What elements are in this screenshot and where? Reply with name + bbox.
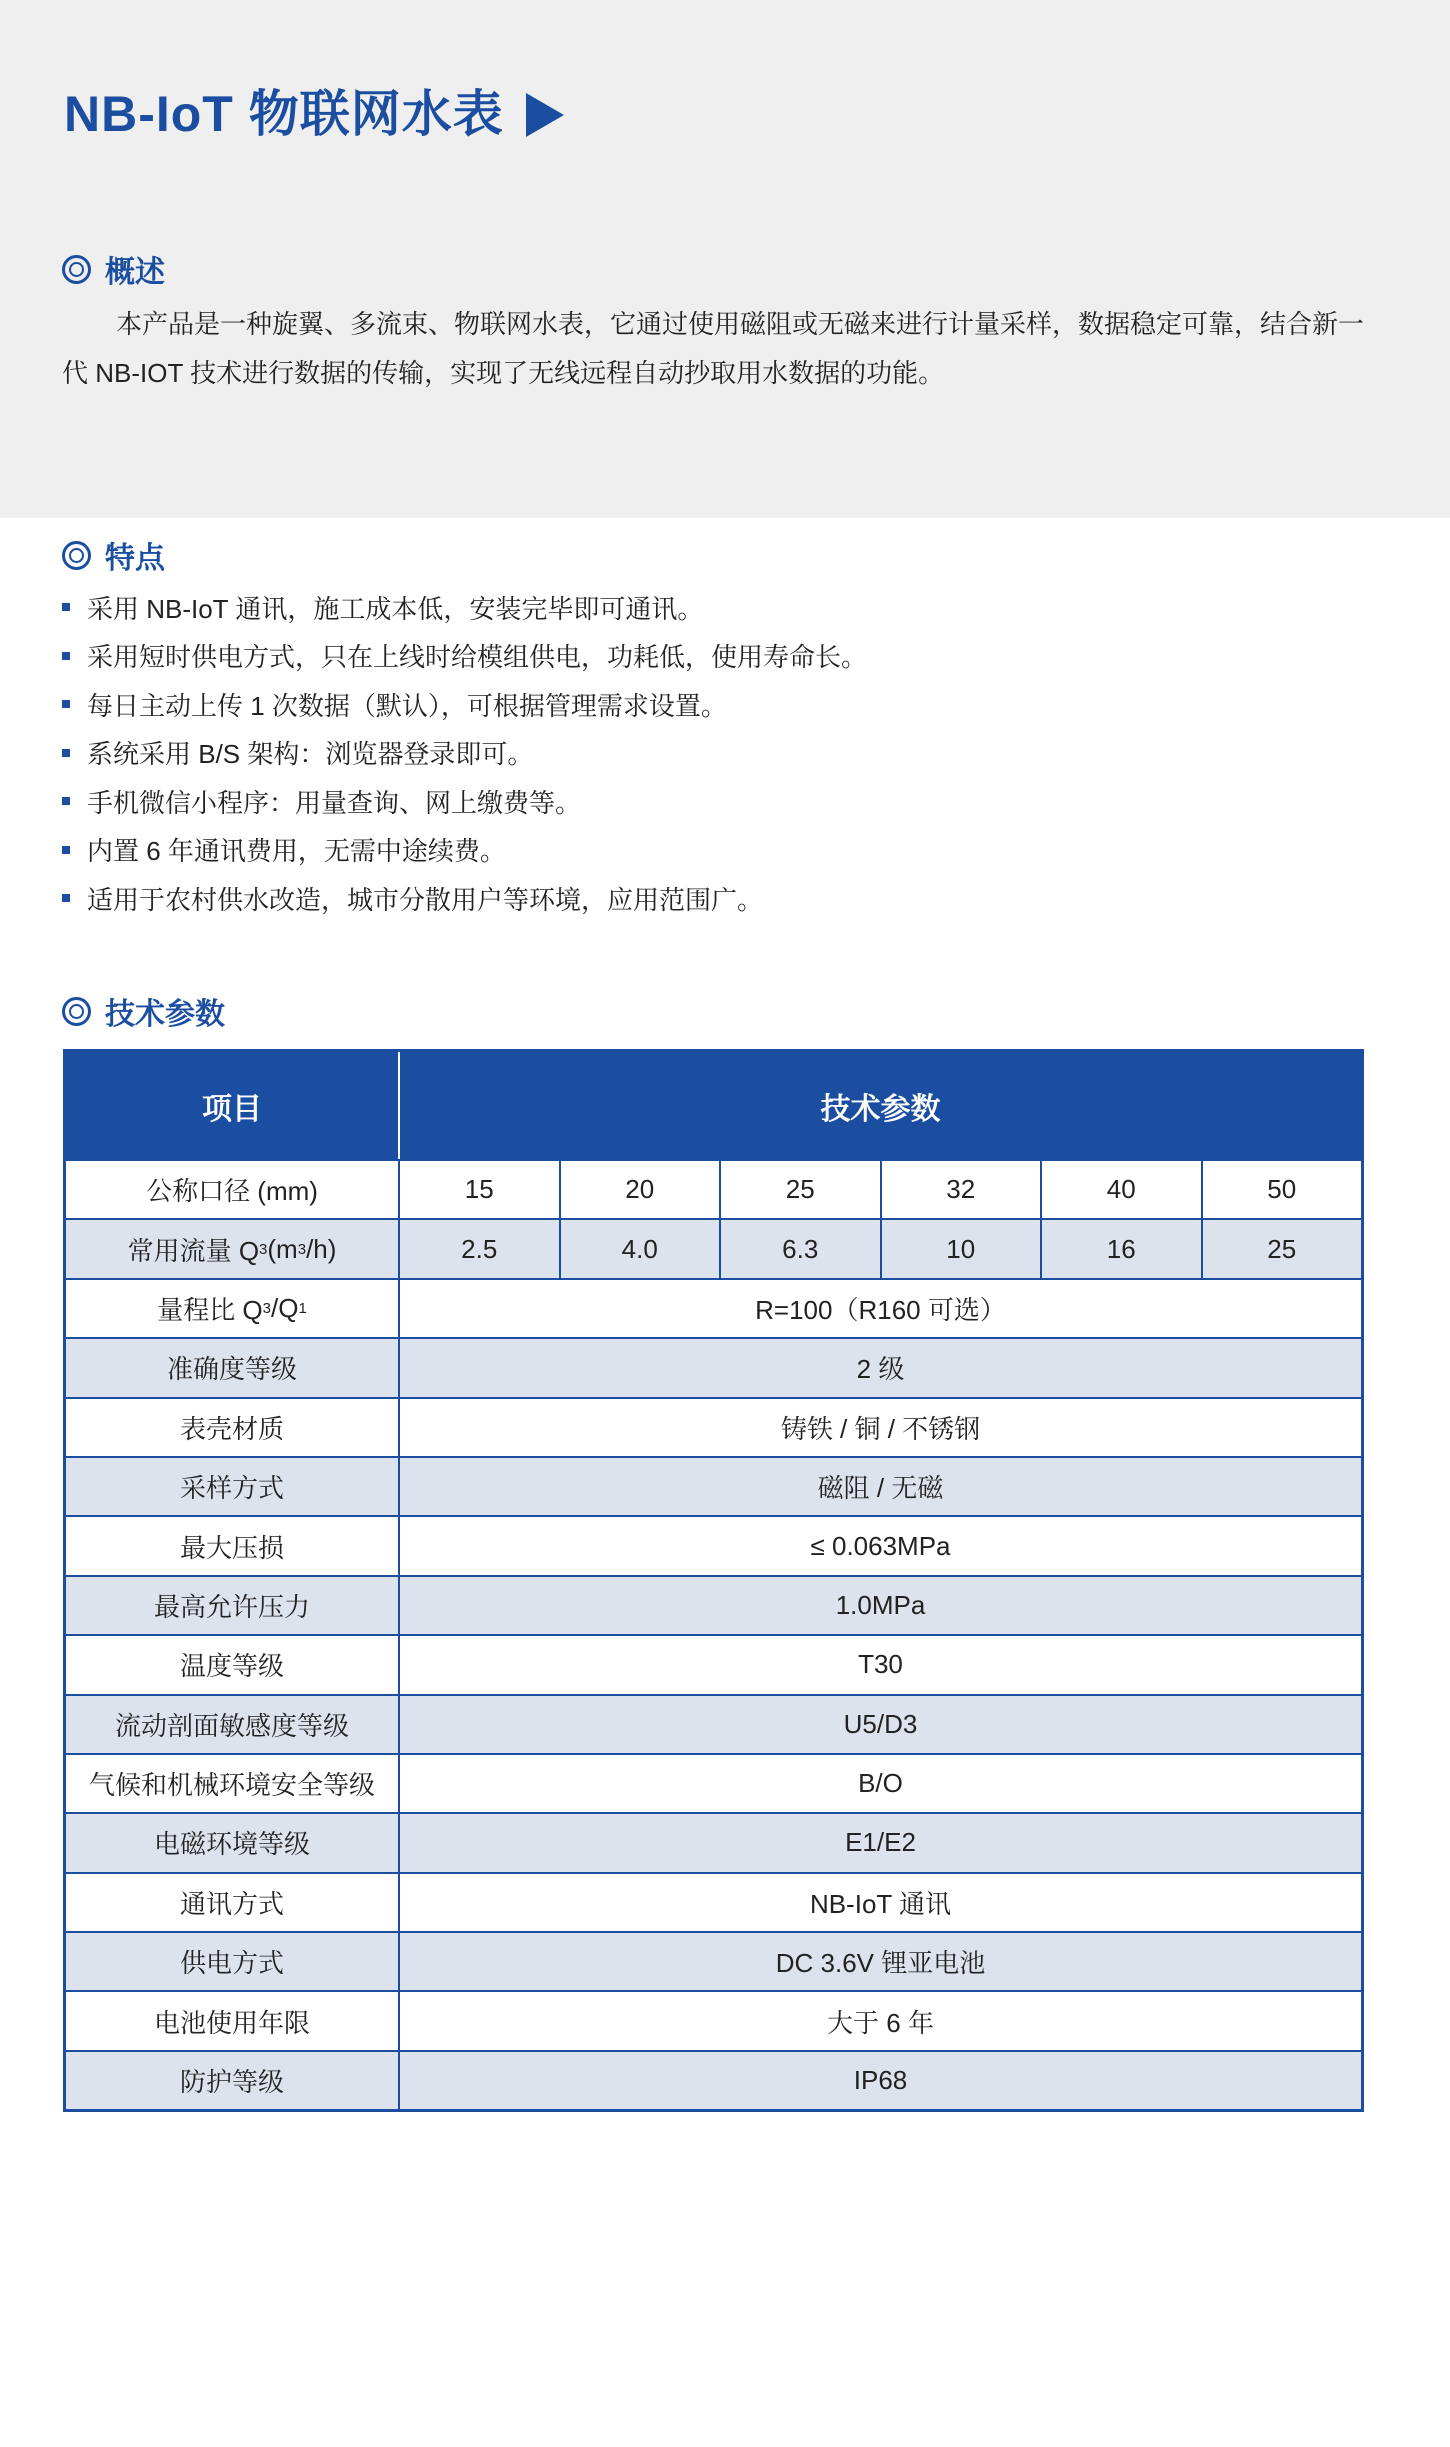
label-text: 常用流量 Q <box>127 1235 260 1266</box>
table-cell: 4.0 <box>561 1220 722 1277</box>
list-item <box>62 729 867 778</box>
table-row <box>66 2050 1361 2109</box>
row-label: 最高允许压力 <box>66 1577 400 1634</box>
feature-list <box>62 583 867 923</box>
table-row <box>66 1159 1361 1218</box>
row-label: 通讯方式 <box>66 1874 400 1931</box>
table-cell: 10 <box>882 1220 1043 1277</box>
row-label: 表壳材质 <box>66 1399 400 1456</box>
overview-heading-text: 概述 <box>105 256 165 289</box>
table-row <box>66 1931 1361 1990</box>
overview-paragraph: 本产品是一种旋翼、多流束、物联网水表，它通过使用磁阻或无磁来进行计量采样，数据稳定可靠，结合新一代 NB-IOT 技术进行数据的传输，实现了无线远程自动抄取用水数据的功能。 <box>62 309 1365 388</box>
row-value: 2 级 <box>856 1354 905 1385</box>
row-value: DC 3.6V 锂亚电池 <box>775 1948 986 1979</box>
square-bullet-icon <box>62 846 70 854</box>
row-label: 防护等级 <box>66 2052 400 2109</box>
table-cell: 50 <box>1267 1174 1297 1205</box>
page-title-text: NB-IoT 物联网水表 <box>64 86 504 142</box>
square-bullet-icon <box>62 749 70 757</box>
row-value: NB-IoT 通讯 <box>809 1888 952 1919</box>
table-cell: 32 <box>882 1161 1043 1218</box>
label-text: (m <box>267 1233 298 1264</box>
spec-table <box>63 1049 1364 2112</box>
table-row <box>66 1753 1361 1812</box>
double-circle-icon <box>62 255 91 284</box>
row-value: 铸铁 / 铜 / 不锈钢 <box>780 1413 981 1444</box>
row-value: T30 <box>858 1649 903 1680</box>
double-circle-icon <box>62 997 91 1026</box>
table-cell: 20 <box>561 1161 722 1218</box>
double-circle-icon <box>62 541 91 570</box>
list-item <box>62 680 867 729</box>
table-row <box>66 1278 1361 1337</box>
table-row <box>66 1575 1361 1634</box>
row-value: IP68 <box>853 2065 908 2096</box>
table-row <box>66 1812 1361 1871</box>
row-label: 流动剖面敏感度等级 <box>66 1696 400 1753</box>
table-cell: 2.5 <box>400 1220 561 1277</box>
row-value: U5/D3 <box>843 1708 918 1739</box>
table-cell: 15 <box>400 1161 561 1218</box>
square-bullet-icon <box>62 652 70 660</box>
features-heading <box>62 533 165 577</box>
row-label: 采样方式 <box>66 1458 400 1515</box>
row-value: 1.0MPa <box>835 1589 926 1620</box>
feature-text: 采用短时供电方式，只在上线时给模组供电，功耗低，使用寿命长。 <box>87 642 868 673</box>
table-row <box>66 1990 1361 2049</box>
row-label: 供电方式 <box>66 1933 400 1990</box>
row-label: 最大压损 <box>66 1517 400 1574</box>
table-header-row <box>66 1052 1361 1159</box>
features-heading-text: 特点 <box>105 542 165 575</box>
feature-text: 适用于农村供水改造，城市分散用户等环境，应用范围广。 <box>87 884 764 915</box>
subscript: 1 <box>298 1299 307 1317</box>
specs-heading <box>62 989 225 1033</box>
row-value: 大于 6 年 <box>827 2007 934 2038</box>
row-value: ≤ 0.063MPa <box>810 1530 951 1561</box>
row-value: R=100（R160 可选） <box>755 1294 1006 1325</box>
row-label <box>66 1220 400 1277</box>
row-value: B/O <box>858 1768 903 1799</box>
square-bullet-icon <box>62 700 70 708</box>
feature-text: 手机微信小程序：用量查询、网上缴费等。 <box>87 787 582 818</box>
subscript: 3 <box>259 1240 268 1258</box>
list-item <box>62 777 867 826</box>
label-text: /Q <box>271 1292 299 1323</box>
list-item <box>62 874 867 923</box>
table-cell: 16 <box>1042 1220 1203 1277</box>
row-label: 电池使用年限 <box>66 1992 400 2049</box>
row-label <box>66 1280 400 1337</box>
table-cell: 25 <box>1267 1233 1297 1264</box>
square-bullet-icon <box>62 603 70 611</box>
table-row <box>66 1456 1361 1515</box>
specs-heading-text: 技术参数 <box>105 998 225 1031</box>
row-label: 公称口径 (mm) <box>66 1161 400 1218</box>
superscript: 3 <box>297 1240 307 1258</box>
row-label: 电磁环境等级 <box>66 1814 400 1871</box>
table-cell: 40 <box>1042 1161 1203 1218</box>
overview-heading <box>62 247 165 291</box>
square-bullet-icon <box>62 797 70 805</box>
square-bullet-icon <box>62 894 70 902</box>
list-item <box>62 826 867 875</box>
list-item <box>62 632 867 681</box>
list-item <box>62 583 867 632</box>
row-value: E1/E2 <box>845 1827 916 1858</box>
subscript: 3 <box>262 1299 271 1317</box>
table-row <box>66 1515 1361 1574</box>
row-label: 气候和机械环境安全等级 <box>66 1755 400 1812</box>
table-row <box>66 1634 1361 1693</box>
feature-text: 采用 NB-IoT 通讯，施工成本低，安装完毕即可通讯。 <box>87 593 704 624</box>
row-value: 磁阻 / 无磁 <box>817 1473 944 1504</box>
table-row <box>66 1337 1361 1396</box>
table-cell: 6.3 <box>721 1220 882 1277</box>
table-row <box>66 1397 1361 1456</box>
table-row <box>66 1218 1361 1277</box>
table-row <box>66 1694 1361 1753</box>
feature-text: 系统采用 B/S 架构：浏览器登录即可。 <box>87 739 534 770</box>
label-text: 量程比 Q <box>157 1294 263 1325</box>
row-label: 准确度等级 <box>66 1339 400 1396</box>
row-label: 温度等级 <box>66 1636 400 1693</box>
page-title <box>64 74 564 146</box>
feature-text: 内置 6 年通讯费用，无需中途续费。 <box>87 836 506 867</box>
table-cell: 25 <box>721 1161 882 1218</box>
feature-text: 每日主动上传 1 次数据（默认），可根据管理需求设置。 <box>87 690 727 721</box>
header-params-cell: 技术参数 <box>820 1092 941 1126</box>
header-item-cell: 项目 <box>66 1052 400 1159</box>
table-row <box>66 1872 1361 1931</box>
label-text: /h) <box>306 1233 337 1264</box>
play-arrow-icon <box>526 93 564 137</box>
